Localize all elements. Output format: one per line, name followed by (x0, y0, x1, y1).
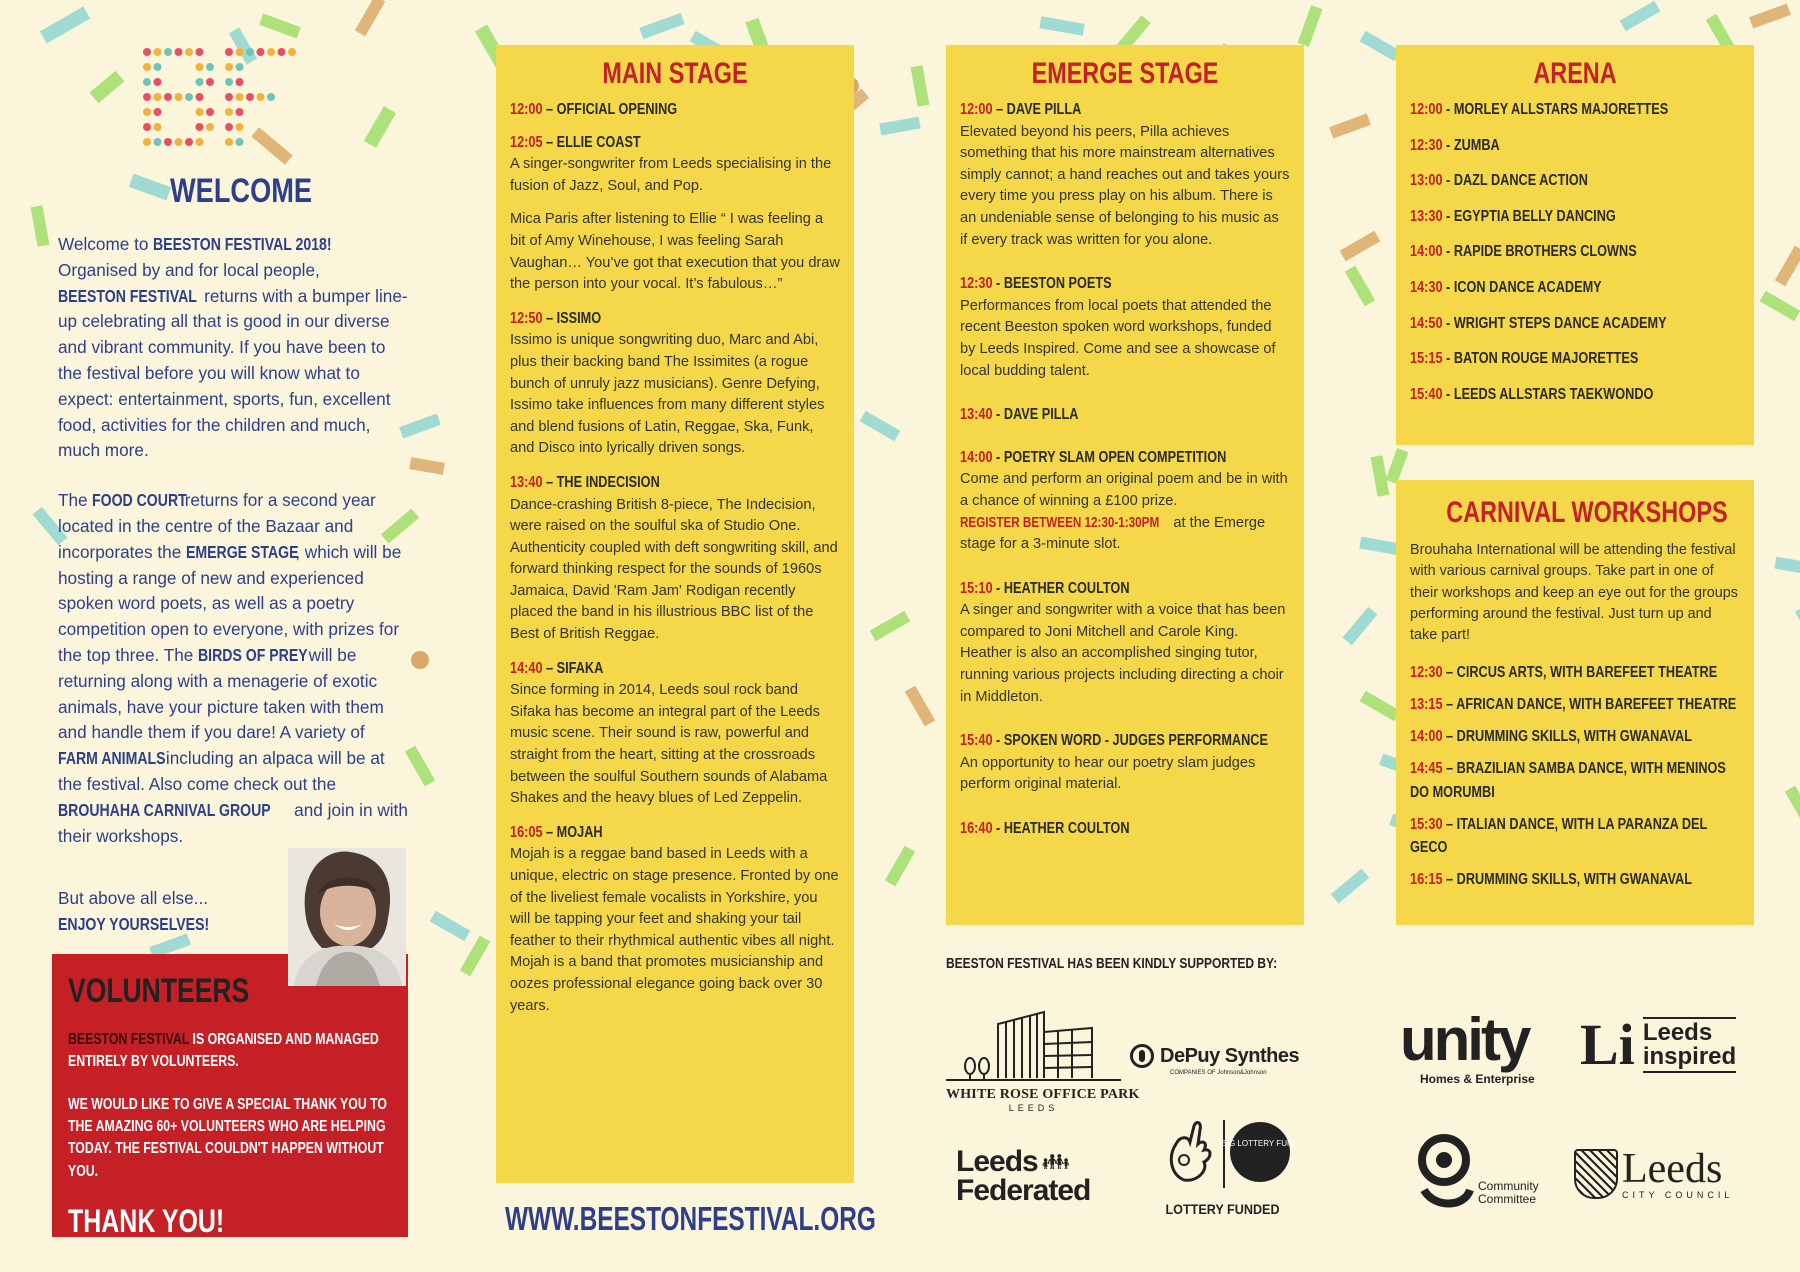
confetti-piece (1386, 448, 1409, 484)
logo-dot (236, 48, 244, 56)
logo-dot (196, 48, 204, 56)
arena-time: 12:30 (1410, 136, 1443, 154)
arena-name: - RAPIDE BROTHERS CLOWNS (1442, 243, 1637, 261)
logo-dot (236, 138, 244, 146)
highlight-text: BIRDS OF PREY (198, 644, 308, 665)
event-heading (960, 101, 1290, 120)
confetti-piece (89, 71, 124, 104)
workshop-time: 14:45 (1410, 760, 1443, 778)
arena-name: - BATON ROUGE MAJORETTES (1442, 350, 1639, 368)
workshop-name: – ITALIAN DANCE, WITH LA PARANZA DEL GECO (1410, 815, 1708, 857)
logo-dot (225, 93, 233, 101)
event-time: 12:00 (960, 101, 993, 118)
logo-dot (185, 48, 193, 56)
description-paragraph: A singer and songwriter with a voice that has been compared to Joni Mitchell and Carole King. Heather is also an accomplished singing tutor, running various projects including directing a choir in Middleton. (960, 602, 1286, 705)
main-stage-panel (496, 45, 854, 1183)
logo-dot (278, 48, 286, 56)
welcome-heading: WELCOME (170, 172, 313, 210)
unity-sub: Homes & Enterprise (1420, 1072, 1535, 1086)
depuy-name: DePuy Synthes (1160, 1044, 1300, 1067)
volunteers-title: VOLUNTEERS (68, 972, 250, 1010)
description-paragraph: Issimo is unique songwriting duo, Marc and Abi, plus their backing band The Issimites (a rogue bunch of unruly jazz musicians). Genre Defying, Issimo take influences from many different styles and blend fusions of Latin, Reggae, Ska, Funk, and Disco into lyrically driven songs. (510, 332, 825, 457)
description-paragraph: Mica Paris after listening to Ellie “ I was feeling a bit of Amy Winehouse, I was feeling Sarah Vaughan… You’ve got that execution that you draw the person into your vocal. It’s fabulous…” (510, 211, 840, 293)
logo-dot (175, 138, 183, 146)
event-name: – MOJAH (542, 823, 603, 841)
leeds-federated-logo (956, 1145, 1116, 1208)
body-text: Welcome to (58, 234, 154, 254)
community-line2: Committee (1478, 1192, 1537, 1207)
leeds-inspired-line1: Leeds (1642, 1019, 1713, 1046)
logo-dot (206, 108, 214, 116)
event-time: 16:05 (510, 823, 543, 841)
welcome-paragraph-2 (58, 488, 408, 849)
emerge-stage-title: EMERGE STAGE (1031, 57, 1219, 90)
description-paragraph: Mojah is a reggae band based in Leeds with a unique, electric on stage presence. Fronted by one of the liveliest female vocalists in Yorkshire, you will be tapping your feet and shaking your tail feather to their rhythmical authentic vibes all night. Mojah is a band that promotes musicianship and oozes professional elegance going back over 30 years. (510, 846, 839, 1014)
event-time: 12:50 (510, 309, 543, 327)
event-time: 14:40 (510, 659, 543, 677)
workshop-time: 16:15 (1410, 871, 1443, 889)
festival-logo (142, 44, 302, 156)
logo-dot (225, 123, 233, 131)
arena-time: 14:30 (1410, 278, 1443, 296)
logo-dot (246, 93, 254, 101)
logo-dot (196, 108, 204, 116)
arena-time: 14:50 (1410, 314, 1443, 332)
event-name: – ELLIE COAST (542, 133, 641, 151)
arena-item (1410, 243, 1740, 262)
volunteer-photo (288, 848, 406, 986)
volunteers-text-2: WE WOULD LIKE TO GIVE A SPECIAL THANK YOU TO THE AMAZING 60+ VOLUNTEERS WHO ARE HELPING TODAY. THE FESTIVAL COULDN'T HAPPEN WITHOUT YOU. (68, 1095, 388, 1180)
volunteers-festival-name: BEESTON FESTIVAL (68, 1031, 190, 1048)
unity-logo (1400, 1006, 1550, 1100)
body-text: The (58, 490, 93, 511)
event-time: 13:40 (960, 406, 993, 424)
leeds-cc-name: Leeds (1622, 1146, 1723, 1192)
workshop-name: – AFRICAN DANCE, WITH BAREFEET THEATRE (1442, 695, 1737, 713)
schedule-event (960, 449, 1290, 556)
logo-dot (175, 48, 183, 56)
description-paragraph: Since forming in 2014, Leeds soul rock band Sifaka has become an integral part of the Leeds music scene. Their sound is raw, powerful and straight from the heart, sitting at the crossroads between the soulful Southern sounds of Alabama Shakes and the heavy blues of Led Zeppelin. (510, 682, 828, 807)
logo-dot (206, 63, 214, 71)
closing-bold: ENJOY YOURSELVES! (58, 913, 210, 934)
workshop-item (1410, 693, 1740, 716)
logo-dot (143, 108, 151, 116)
highlight-text: BROUHAHA CARNIVAL GROUP (58, 799, 271, 820)
main-stage-events (510, 101, 840, 1017)
confetti-piece (1760, 291, 1800, 321)
confetti-piece (1343, 607, 1378, 645)
body-text: will be returning along with a menagerie of exotic animals, have your picture taken with them and handle them if you dare! A variety of (58, 644, 384, 743)
event-description (960, 600, 1290, 708)
event-time: 15:40 (960, 732, 993, 750)
event-time: 12:05 (510, 133, 543, 151)
logo-dot (175, 93, 183, 101)
event-time: 14:00 (960, 448, 993, 466)
closing-block (58, 886, 298, 938)
main-stage-title: MAIN STAGE (602, 57, 748, 90)
description-paragraph: Dance-crashing British 8-piece, The Indecision, were raised on the soulful ska of Studio One. Authenticity coupled with deft songwriting skill, and forward thinking respect for the sounds of 1960s Jamaica, David 'Ram Jam' Rodigan recently placed the band in his illustrious BBC list of the Best of British Reggae. (510, 496, 838, 643)
schedule-event (960, 820, 1290, 839)
registration-note: REGISTER BETWEEN 12:30-1:30PM (960, 514, 1160, 531)
workshop-item (1410, 757, 1740, 804)
event-name: – SIFAKA (542, 659, 604, 677)
schedule-event (510, 474, 840, 646)
schedule-event (960, 406, 1290, 425)
workshop-name: – DRUMMING SKILLS, WITH GWANAVAL (1442, 728, 1693, 746)
volunteers-text-1-rest: IS ORGANISED AND MANAGED ENTIRELY BY VOLUNTEERS. (68, 1031, 379, 1071)
confetti-piece (460, 936, 490, 977)
schedule-event (510, 310, 840, 460)
description-paragraph: Performances from local poets that attended the recent Beeston spoken word workshops, funded by Leeds Inspired. Come and see a showcase of local budding talent. (960, 297, 1276, 379)
event-heading (960, 406, 1290, 425)
office-building-icon (946, 1008, 1121, 1082)
community-icon (1404, 1130, 1484, 1210)
event-heading (960, 449, 1290, 468)
logo-dot (143, 93, 151, 101)
confetti-piece (31, 205, 50, 246)
arena-time: 13:00 (1410, 172, 1443, 190)
event-name: - HEATHER COULTON (992, 579, 1130, 597)
confetti-piece (879, 117, 920, 136)
event-description (510, 154, 840, 296)
confetti-piece (1360, 691, 1401, 721)
event-time: 13:40 (510, 473, 543, 491)
logo-dot (225, 48, 233, 56)
arena-item (1410, 315, 1740, 334)
closing-line: But above all else... (58, 888, 209, 908)
arena-time: 14:00 (1410, 243, 1443, 261)
depuy-sub: COMPANIES OF Johnson&Johnson (1170, 1070, 1267, 1076)
event-time: 12:00 (510, 101, 543, 118)
event-name: – ISSIMO (542, 309, 602, 327)
event-name: - POETRY SLAM OPEN COMPETITION (992, 448, 1227, 466)
confetti-piece (1039, 16, 1084, 35)
description-text: at the Emerge stage for a 3-minute slot. (960, 514, 1266, 553)
logo-dot (236, 93, 244, 101)
confetti-piece (1371, 455, 1390, 496)
event-heading (960, 820, 1290, 839)
schedule-event (510, 824, 840, 1017)
white-rose-office-park-logo (946, 1008, 1140, 1113)
body-text: and join in with their workshops. (58, 799, 408, 846)
schedule-event (960, 101, 1290, 251)
emerge-stage-panel (946, 45, 1304, 925)
logo-dot (225, 108, 233, 116)
event-description (510, 680, 840, 810)
event-heading (510, 310, 840, 329)
body-text: , which will be hosting a range of new and experienced spoken word poets, as well as a poetry competition open to everyone, with prizes for the top three. The (58, 541, 402, 665)
arena-name: - ZUMBA (1442, 136, 1500, 154)
workshop-time: 14:00 (1410, 728, 1443, 746)
emerge-stage-events (960, 101, 1290, 839)
confetti-piece (1774, 557, 1800, 576)
confetti-piece (430, 911, 471, 941)
community-line1: Community (1478, 1179, 1539, 1193)
event-name: - BEESTON POETS (992, 275, 1112, 293)
leeds-federated-line2: Federated (956, 1173, 1091, 1207)
leeds-federated-line1: Leeds (956, 1145, 1038, 1178)
logo-dot (143, 48, 151, 56)
workshop-item (1410, 661, 1740, 684)
event-name: - DAVE PILLA (992, 406, 1079, 424)
logo-dot (154, 48, 162, 56)
logo-dot (206, 123, 214, 131)
confetti-dot (411, 651, 429, 669)
logo-dot (185, 93, 193, 101)
confetti-piece (911, 65, 930, 106)
event-description (960, 296, 1290, 382)
event-description (960, 122, 1290, 252)
event-time: 12:30 (960, 275, 993, 293)
logo-dot (225, 78, 233, 86)
arena-name: - EGYPTIA BELLY DANCING (1442, 207, 1616, 225)
logo-dot (267, 93, 275, 101)
depuy-synthes-logo (1130, 1044, 1305, 1084)
arena-time: 15:15 (1410, 350, 1443, 368)
logo-dot (225, 138, 233, 146)
confetti-piece (885, 846, 915, 887)
volunteers-box (52, 954, 408, 1237)
li-icon: Li (1580, 1012, 1635, 1077)
confetti-piece (1345, 266, 1375, 307)
wrop-name: WHITE ROSE OFFICE PARK (946, 1087, 1140, 1102)
workshop-item (1410, 868, 1740, 891)
event-name: - HEATHER COULTON (992, 820, 1130, 838)
confetti-piece (1359, 537, 1400, 556)
schedule-event (960, 275, 1290, 382)
logo-dot (164, 93, 172, 101)
logo-dot (225, 63, 233, 71)
logo-dot (267, 48, 275, 56)
arena-item (1410, 172, 1740, 191)
event-heading (510, 824, 840, 843)
confetti-piece (355, 0, 385, 36)
confetti-piece (1795, 606, 1800, 647)
workshop-item (1410, 725, 1740, 748)
logo-dot (236, 108, 244, 116)
schedule-event (510, 660, 840, 810)
volunteers-thanks: THANK YOU! (68, 1202, 225, 1239)
description-text: Come and perform an original poem and be in with a chance of winning a £100 prize. (960, 471, 1288, 509)
logo-dot (257, 48, 265, 56)
workshop-name: – BRAZILIAN SAMBA DANCE, WITH MENINOS DO MORUMBI (1410, 760, 1726, 801)
body-text: Organised by and for local people, (58, 259, 320, 280)
confetti-piece (870, 611, 911, 641)
logo-dot (164, 48, 172, 56)
description-paragraph: An opportunity to hear our poetry slam judges perform original material. (960, 754, 1256, 793)
arena-time: 12:00 (1410, 101, 1443, 118)
logo-dot (206, 78, 214, 86)
workshop-time: 15:30 (1410, 815, 1443, 833)
description-paragraph: Elevated beyond his peers, Pilla achieves something that his more mainstream alternatives simply cannot; a hand reaches out and takes yours every time you press play on his album. There is an undeniable sense of belonging to his music as if every track was written for you alone. (960, 123, 1290, 248)
event-heading (960, 275, 1290, 294)
logo-dot (154, 78, 162, 86)
logo-dot (185, 138, 193, 146)
logo-dot (196, 138, 204, 146)
leeds-inspired-logo (1580, 1012, 1740, 1086)
wrop-city: LEEDS (1008, 1103, 1059, 1113)
logo-dot (154, 138, 162, 146)
workshops-panel (1396, 480, 1754, 925)
event-description (960, 753, 1290, 796)
logo-dot (257, 93, 265, 101)
volunteers-text-1 (68, 1029, 392, 1074)
confetti-piece (409, 457, 445, 475)
logo-dot (154, 93, 162, 101)
arena-title: ARENA (1533, 57, 1617, 90)
event-heading (960, 732, 1290, 751)
confetti-piece (905, 686, 935, 727)
confetti-piece (1331, 869, 1369, 904)
body-text: including an alpaca will be at the festival. Also come check out the (58, 748, 385, 794)
arena-name: - WRIGHT STEPS DANCE ACADEMY (1442, 314, 1667, 332)
workshop-name: – CIRCUS ARTS, WITH BAREFEET THEATRE (1442, 663, 1718, 681)
confetti-piece (40, 6, 90, 43)
confetti-piece (639, 13, 684, 39)
community-committee-logo (1404, 1130, 1554, 1210)
logo-dot (236, 63, 244, 71)
schedule-event (510, 101, 840, 120)
logo-dot (196, 93, 204, 101)
arena-time: 15:40 (1410, 385, 1443, 403)
schedule-event (510, 134, 840, 296)
event-name: – DAVE PILLA (992, 101, 1082, 118)
logo-dot (236, 78, 244, 86)
lottery-hand-icon (1150, 1116, 1295, 1188)
confetti-piece (1620, 1, 1661, 31)
lottery-funded-text: LOTTERY FUNDED (1165, 1201, 1280, 1217)
workshops-items (1410, 661, 1740, 892)
workshops-title: CARNIVAL WORKSHOPS (1446, 496, 1728, 529)
description-paragraph: A singer-songwriter from Leeds specialising in the fusion of Jazz, Soul, and Pop. (510, 156, 832, 194)
confetti-piece (1298, 5, 1323, 47)
arena-name: - DAZL DANCE ACTION (1442, 172, 1588, 190)
confetti-piece (129, 174, 171, 201)
confetti-piece (1775, 246, 1800, 287)
arena-panel (1396, 45, 1754, 445)
schedule-event (960, 732, 1290, 796)
arena-items (1410, 101, 1740, 404)
supported-by-heading: BEESTON FESTIVAL HAS BEEN KINDLY SUPPORTED BY: (946, 955, 1278, 972)
event-description (510, 495, 840, 646)
highlight-text: FOOD COURT (92, 490, 188, 511)
logo-dot (164, 138, 172, 146)
event-description (960, 469, 1290, 555)
workshop-time: 12:30 (1410, 663, 1443, 681)
arena-item (1410, 101, 1740, 120)
logo-dot (143, 138, 151, 146)
confetti-piece (1340, 231, 1381, 261)
arena-item (1410, 386, 1740, 405)
leeds-cc-sub: CITY COUNCIL (1622, 1190, 1734, 1200)
confetti-piece (860, 411, 901, 441)
confetti-piece (1749, 4, 1791, 29)
depuy-icon (1130, 1044, 1154, 1068)
highlight-text: EMERGE STAGE (186, 541, 299, 562)
event-heading (510, 660, 840, 679)
logo-dot (143, 63, 151, 71)
logo-dot (196, 78, 204, 86)
logo-dot (143, 123, 151, 131)
people-icon: 👪︎ (1041, 1149, 1070, 1175)
website-link[interactable]: WWW.BEESTONFESTIVAL.ORG (505, 1200, 876, 1237)
workshop-time: 13:15 (1410, 695, 1443, 713)
confetti-piece (259, 14, 301, 39)
confetti-piece (1329, 114, 1371, 139)
arena-name: - ICON DANCE ACADEMY (1442, 278, 1602, 296)
confetti-piece (1360, 31, 1401, 61)
confetti-piece (364, 106, 396, 148)
arena-item (1410, 137, 1740, 156)
event-heading (510, 134, 840, 153)
event-description (510, 844, 840, 1017)
leeds-inspired-line2: inspired (1642, 1043, 1737, 1070)
arena-name: - MORLEY ALLSTARS MAJORETTES (1442, 101, 1669, 118)
big-lottery-text: BIG LOTTERY FUND (1221, 1139, 1295, 1148)
confetti-piece (405, 746, 435, 787)
event-name: – OFFICIAL OPENING (542, 101, 678, 118)
highlight-text: FARM ANIMALS (58, 748, 166, 769)
arena-item (1410, 208, 1740, 227)
confetti-piece (1785, 786, 1800, 827)
logo-dot (288, 48, 296, 56)
event-heading (510, 101, 840, 120)
arena-item (1410, 279, 1740, 298)
body-text: returns with a bumper line-up celebrating all that is good in our diverse and vibrant community. If you have been to the festival before you will know what to expect: entertainment, sports, fun, excellent food, activities for the children and much, much more. (58, 285, 408, 461)
event-heading (510, 474, 840, 493)
workshop-item (1410, 813, 1740, 860)
leeds-city-council-logo (1574, 1148, 1749, 1208)
logo-dot (154, 63, 162, 71)
logo-dot (196, 63, 204, 71)
welcome-text (58, 232, 408, 849)
event-heading (960, 580, 1290, 599)
logo-dot (154, 123, 162, 131)
logo-dot (154, 108, 162, 116)
event-time: 15:10 (960, 579, 993, 597)
highlight-text: BEESTON FESTIVAL (58, 285, 197, 306)
arena-time: 13:30 (1410, 207, 1443, 225)
unity-name: unity (1400, 1006, 1529, 1073)
event-description (510, 330, 840, 460)
lottery-funded-logo (1150, 1116, 1295, 1217)
schedule-event (960, 580, 1290, 709)
logo-dot (246, 48, 254, 56)
event-name: - SPOKEN WORD - JUDGES PERFORMANCE (992, 732, 1268, 750)
workshop-name: – DRUMMING SKILLS, WITH GWANAVAL (1442, 871, 1693, 889)
event-time: 16:40 (960, 820, 993, 838)
logo-dot (236, 123, 244, 131)
arena-item (1410, 350, 1740, 369)
logo-dot (196, 123, 204, 131)
body-text: returns for a second year located in the centre of the Bazaar and incorporates the (58, 490, 376, 562)
arena-name: - LEEDS ALLSTARS TAEKWONDO (1442, 385, 1654, 403)
workshops-intro: Brouhaha International will be attending the festival with various carnival groups. Take part in one of their workshops and keep an eye out for the groups performing around the festival. Just turn up and take part! (1410, 542, 1738, 644)
event-name: – THE INDECISION (542, 473, 660, 491)
crest-icon (1574, 1149, 1618, 1199)
welcome-paragraph-1 (58, 232, 408, 464)
logo-dot (143, 78, 151, 86)
highlight-text: BEESTON FESTIVAL 2018! (153, 234, 332, 254)
